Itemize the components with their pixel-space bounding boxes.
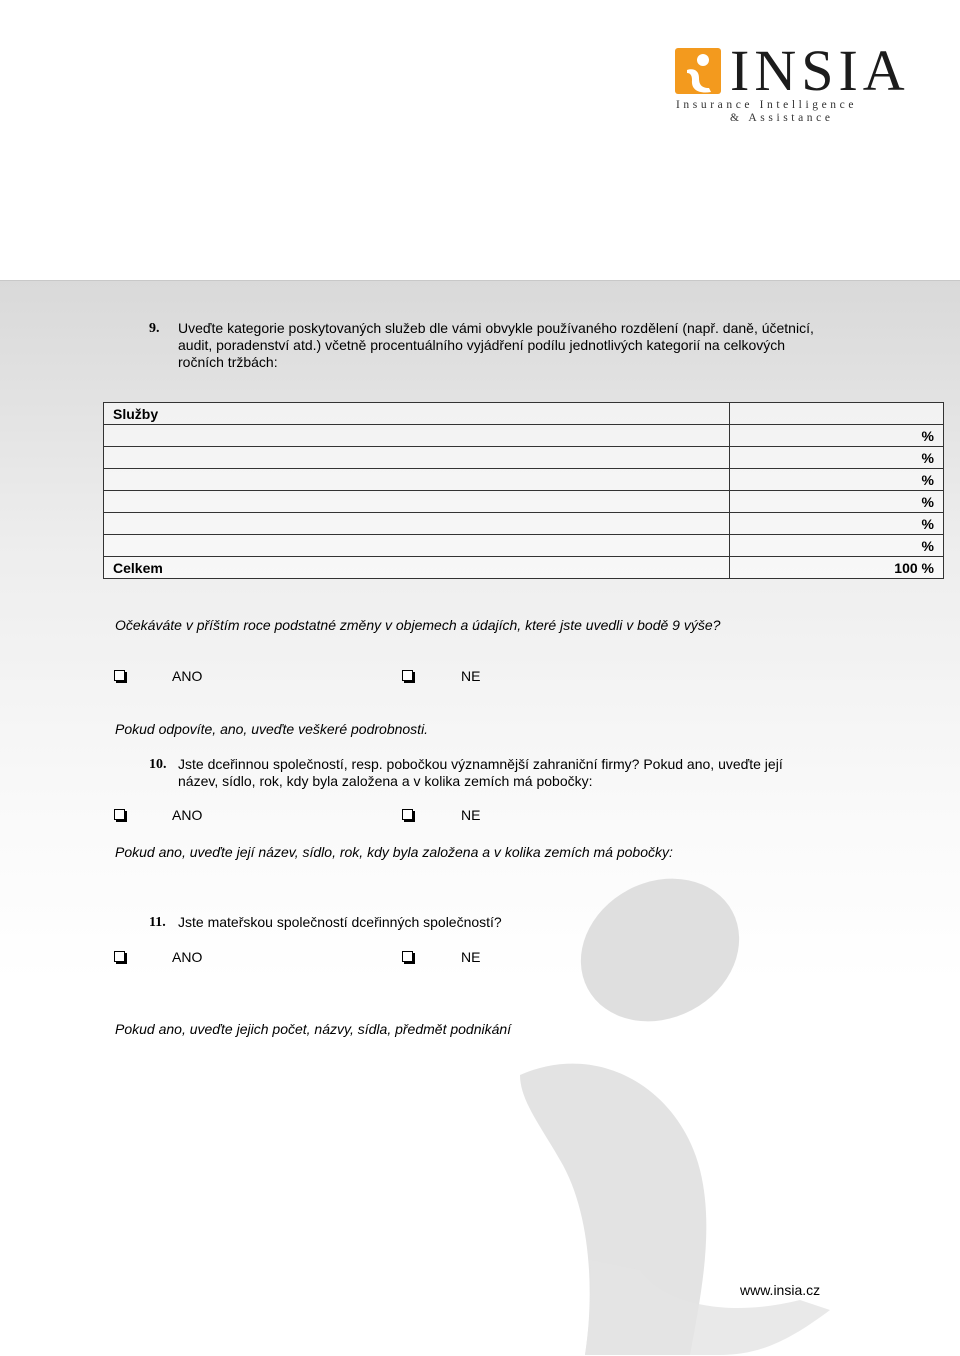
q10-yes-checkbox[interactable] [114,809,125,820]
percent-cell[interactable]: % [730,513,944,535]
table-header-row [104,403,944,425]
q11-line: Jste mateřskou společností dceřinných společností? [178,914,502,930]
percent-cell[interactable]: % [730,535,944,557]
table-row [104,469,944,491]
q11-yes-label: ANO [172,949,203,965]
q11-yes-checkbox[interactable] [114,951,125,962]
q10-yes-label: ANO [172,807,203,823]
q11-no-checkbox[interactable] [402,951,413,962]
service-name-cell[interactable] [104,447,730,469]
services-table [103,402,944,579]
q11-details-prompt: Pokud ano, uveďte jejich počet, názvy, sídla, předmět podnikání [115,1021,512,1037]
q9-yes-checkbox[interactable] [114,670,125,681]
total-label: Celkem [104,557,730,579]
q9-yes-label: ANO [172,668,203,684]
logo-tagline-line2: & Assistance [730,112,834,124]
q9-followup-question: Očekáváte v příštím roce podstatné změny v objemech a údajích, které jste uvedli v bodě 9 výše? [115,617,721,633]
q10-line-2: název, sídlo, rok, kdy byla založena a v kolika zemích má pobočky: [178,773,593,789]
service-name-cell[interactable] [104,491,730,513]
table-row [104,425,944,447]
q11-no-label: NE [461,949,481,965]
percent-cell[interactable]: % [730,425,944,447]
services-header: Služby [104,403,730,425]
service-name-cell[interactable] [104,425,730,447]
percent-cell[interactable]: % [730,491,944,513]
table-row [104,513,944,535]
table-row [104,447,944,469]
logo-wordmark: INSIA [730,38,910,103]
q11-number: 11. [149,915,166,930]
q10-no-label: NE [461,807,481,823]
service-name-cell[interactable] [104,513,730,535]
service-name-cell[interactable] [104,535,730,557]
total-value: 100 % [730,557,944,579]
table-total-row [104,557,944,579]
q9-line-2: audit, poradenství atd.) včetně procentuálního vyjádření podílu jednotlivých kategorií na celkových [178,337,786,353]
service-name-cell[interactable] [104,469,730,491]
q10-no-checkbox[interactable] [402,809,413,820]
q9-details-prompt: Pokud odpovíte, ano, uveďte veškeré podrobnosti. [115,721,429,737]
percent-cell[interactable]: % [730,447,944,469]
q9-line-3: ročních tržbách: [178,354,278,370]
table-row [104,535,944,557]
percent-cell[interactable]: % [730,469,944,491]
insia-logo-mark-icon [675,48,721,94]
q10-line-1: Jste dceřinnou společností, resp. pobočkou významnější zahraniční firmy? Pokud ano, uveďte její [178,756,783,772]
q10-number: 10. [149,757,167,772]
logo-tagline-line1: Insurance Intelligence [676,99,858,111]
q9-no-label: NE [461,668,481,684]
q9-number: 9. [149,321,160,336]
footer-website-link[interactable]: www.insia.cz [740,1282,821,1298]
q10-details-prompt: Pokud ano, uveďte její název, sídlo, rok, kdy byla založena a v kolika zemích má pobočky: [115,844,673,860]
insia-logo [672,38,922,128]
q9-line-1: Uveďte kategorie poskytovaných služeb dle vámi obvykle používaného rozdělení (např. daně, účetnicí, [178,320,814,336]
q9-no-checkbox[interactable] [402,670,413,681]
table-cell[interactable] [730,403,944,425]
table-row [104,491,944,513]
